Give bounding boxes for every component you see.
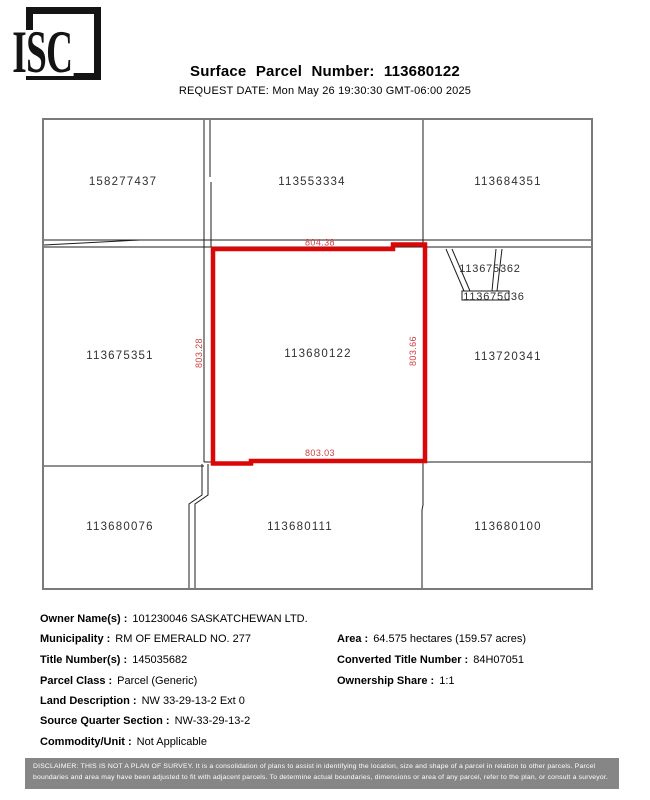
detail-row-owner bbox=[40, 613, 308, 625]
disclaimer-bar: DISCLAIMER: THIS IS NOT A PLAN OF SURVEY. It is a consolidation of plans to assist in identifying the location, size and shape of a parcel in relation to other parcels. Parcel boundaries and area may have been adjusted to fit with adjacent parcels. To determine actual boundaries, dimensions or area of any parcel, refer to the plan, or consult a surveyor. bbox=[25, 758, 619, 789]
parcel-label: 113680111 bbox=[267, 521, 333, 533]
detail-value: Parcel (Generic) bbox=[117, 675, 198, 687]
detail-label: Owner Name(s) : bbox=[40, 613, 128, 625]
parcel-label: 113553334 bbox=[278, 176, 346, 188]
detail-value: 84H07051 bbox=[473, 654, 524, 666]
detail-label: Title Number(s) : bbox=[40, 654, 128, 666]
parcel-label: 113675036 bbox=[463, 291, 525, 303]
detail-value: 145035682 bbox=[132, 654, 188, 666]
dimension-top: 804.38 bbox=[305, 237, 335, 248]
detail-value: NW-33-29-13-2 bbox=[174, 715, 251, 727]
detail-row-municipality bbox=[40, 633, 251, 645]
detail-value: 1:1 bbox=[439, 675, 455, 687]
parcel-label: 113680076 bbox=[86, 521, 154, 533]
detail-row-title-number bbox=[40, 654, 187, 666]
detail-label: Converted Title Number : bbox=[337, 654, 469, 666]
parcel-map-frame bbox=[42, 118, 593, 590]
detail-label: Land Description : bbox=[40, 695, 137, 707]
detail-label: Municipality : bbox=[40, 633, 111, 645]
road-line-taper bbox=[44, 240, 140, 245]
request-date: REQUEST DATE: Mon May 26 19:30:30 GMT-06:00 2025 bbox=[178, 85, 472, 97]
parcel-label: 113680100 bbox=[474, 521, 542, 533]
detail-value: 101230046 SASKATCHEWAN LTD. bbox=[132, 613, 308, 625]
bottom-right-divider bbox=[422, 463, 423, 588]
detail-label: Commodity/Unit : bbox=[40, 736, 132, 748]
detail-label: Area : bbox=[337, 633, 369, 645]
isc-logo: ISC bbox=[12, 19, 73, 85]
detail-row-land-description bbox=[40, 695, 245, 707]
parcel-label: 113675351 bbox=[86, 350, 154, 362]
page-title: Surface Parcel Number: 113680122 bbox=[190, 63, 460, 80]
dimension-left: 803.28 bbox=[194, 338, 204, 368]
detail-value: 64.575 hectares (159.57 acres) bbox=[373, 633, 527, 645]
detail-label: Ownership Share : bbox=[337, 675, 435, 687]
parcel-label: 113675362 bbox=[459, 263, 521, 275]
detail-row-ownership-share bbox=[337, 675, 455, 687]
detail-row-converted-title bbox=[337, 654, 524, 666]
parcel-label: 158277437 bbox=[88, 176, 158, 188]
dimension-bottom: 803.03 bbox=[305, 448, 335, 458]
detail-row-parcel-class bbox=[40, 675, 197, 687]
detail-label: Source Quarter Section : bbox=[40, 715, 170, 727]
detail-value: RM OF EMERALD NO. 277 bbox=[115, 633, 251, 645]
dimension-right: 803.66 bbox=[408, 336, 418, 366]
detail-value: Not Applicable bbox=[136, 736, 207, 748]
detail-row-source-quarter-section bbox=[40, 715, 250, 727]
detail-value: NW 33-29-13-2 Ext 0 bbox=[141, 695, 245, 707]
parcel-label: 113720341 bbox=[474, 351, 542, 363]
detail-row-commodity-unit bbox=[40, 736, 207, 748]
detail-label: Parcel Class : bbox=[40, 675, 113, 687]
selected-parcel-label: 113680122 bbox=[284, 348, 352, 360]
parcel-map bbox=[44, 120, 591, 588]
parcel-label: 113684351 bbox=[474, 176, 542, 188]
detail-row-area bbox=[337, 633, 526, 645]
